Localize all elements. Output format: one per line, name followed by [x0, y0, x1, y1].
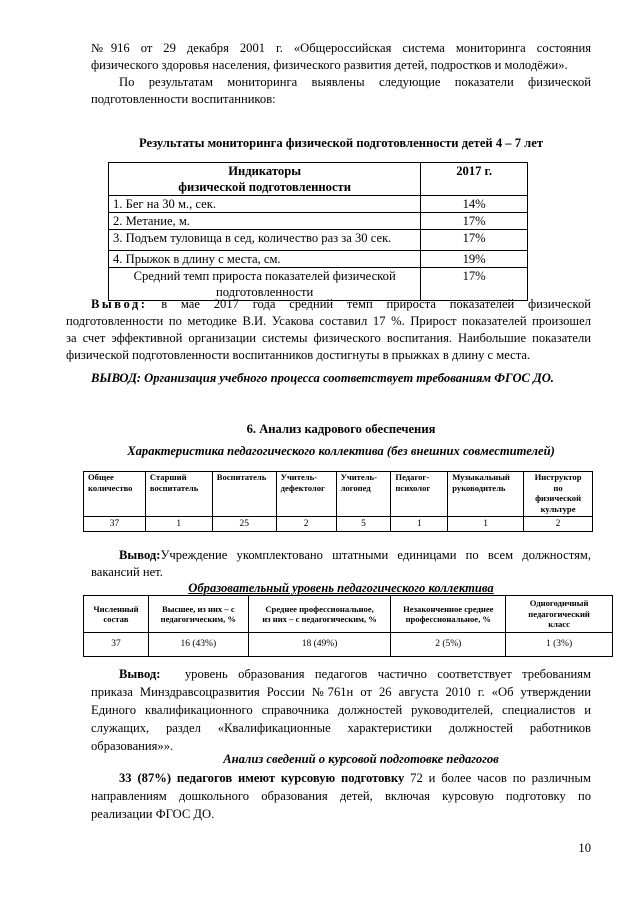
header-cell-line: педагогический — [528, 608, 590, 619]
header-cell-line: Музыкальный — [452, 472, 510, 482]
conclusion3-text: Учреждение укомплектовано штатными единицами по всем должностям, — [160, 548, 591, 562]
staff-composition-table — [83, 471, 593, 532]
conclusion3-line2: вакансий нет. — [91, 565, 163, 579]
value-cell: 37 — [84, 633, 149, 657]
value-cell: 25 — [212, 517, 276, 532]
value-cell: 2 (5%) — [391, 633, 506, 657]
header-cell-line: профессиональное, % — [405, 614, 491, 624]
header-cell-line: Численный — [93, 603, 139, 614]
intro-line-2: физического здоровья населения, физического развития детей, подростков и молодёжи». — [91, 58, 568, 72]
conclusion2: ВЫВОД: Организация учебного процесса соответствует требованиям ФГОС ДО. — [91, 371, 554, 385]
value-cell: 18 (49%) — [248, 633, 391, 657]
table-row — [109, 230, 528, 251]
table-row — [109, 251, 528, 268]
header-cell-line: Учитель- — [340, 472, 377, 482]
table-header-row — [84, 596, 613, 633]
header-indicators — [109, 163, 421, 196]
conclusion1-line3: за счет эффективной организации системы физического воспитания. Наибольшие показатели — [66, 331, 591, 345]
header-indicators-line1: Индикаторы — [228, 164, 302, 178]
value-cell: 1 — [448, 517, 524, 532]
header-cell-line: логопед — [340, 482, 371, 493]
conclusion4-text: уровень образования педагогов частично соответствует требованиям — [184, 667, 591, 681]
row-value: 14% — [421, 196, 528, 213]
header-year: 2017 г. — [421, 163, 528, 196]
header-cell-line: педагогическим, % — [160, 614, 237, 624]
courses-heading: Анализ сведений о курсовой подготовке педагогов — [223, 752, 499, 766]
value-cell: 1 — [145, 517, 212, 532]
header-cell-line: Воспитатель — [216, 472, 267, 482]
header-cell — [524, 472, 593, 517]
courses-line3: реализации ФГОС ДО. — [91, 807, 215, 821]
conclusion1-label: Вывод: — [91, 297, 148, 311]
courses-line2: направлениям дошкольного образования детей, включая курсовую подготовку по — [91, 789, 591, 803]
header-cell-line: физической — [535, 493, 582, 503]
row-label: 4. Прыжок в длину с места, см. — [109, 251, 421, 268]
row-label: 2. Метание, м. — [109, 213, 421, 230]
row-value: 17% — [421, 213, 528, 230]
header-cell-line: Незаконченное среднее — [403, 603, 494, 614]
row-value: 19% — [421, 251, 528, 268]
row-value: 17% — [421, 230, 528, 251]
conclusion4-line3: Единого квалификационного справочника должностей руководителей, специалистов и — [91, 703, 591, 717]
header-cell-line: Педагог- — [395, 472, 430, 482]
intro-line-4: подготовленности воспитанников: — [91, 92, 276, 106]
value-cell: 1 — [391, 517, 448, 532]
header-cell-line: Учитель- — [280, 472, 318, 482]
value-cell: 16 (43%) — [148, 633, 248, 657]
average-value: 17% — [421, 268, 528, 301]
courses-bold-text: 33 (87%) педагогов имеют курсовую подготовку — [119, 771, 405, 785]
header-cell-line: количество — [88, 482, 133, 493]
header-cell — [248, 596, 391, 633]
value-cell: 5 — [336, 517, 391, 532]
courses-text: 72 и более часов по различным — [404, 771, 591, 785]
row-label: 3. Подъем туловища в сед, количество раз за 30 сек. — [109, 230, 421, 251]
header-cell — [391, 472, 448, 517]
conclusion4-label: Вывод: — [119, 667, 161, 681]
table-header-row — [109, 163, 528, 196]
header-cell — [148, 596, 248, 633]
header-cell — [212, 472, 276, 517]
average-label-line2: подготовленности — [215, 285, 314, 299]
header-cell — [84, 596, 149, 633]
header-cell-line: воспитатель — [149, 482, 199, 493]
intro-line-1: №916 от 29 декабря 2001 г. «Общероссийская система мониторинга состояния — [91, 41, 591, 55]
header-cell-line: Высшее, из них – с — [162, 603, 235, 614]
row-label: 1. Бег на 30 м., сек. — [109, 196, 421, 213]
header-cell-line: культуре — [540, 503, 576, 514]
header-cell — [276, 472, 336, 517]
table-row — [84, 517, 593, 532]
value-cell: 1 (3%) — [506, 633, 613, 657]
header-cell-line: Общее — [88, 472, 114, 482]
table-row — [84, 633, 613, 657]
header-cell-line: Одногодичный — [529, 598, 589, 609]
conclusion4-line4: служащих, раздел «Квалификационные характеристики должностей работников — [91, 721, 591, 735]
header-cell-line: Среднее профессиональное, — [265, 603, 374, 614]
header-cell-line: состав — [103, 614, 129, 624]
header-cell — [448, 472, 524, 517]
fitness-results-table — [108, 162, 528, 301]
courses-line1 — [119, 770, 591, 787]
conclusion1-text: в мае 2017 года средний темп прироста показателей физической — [161, 297, 591, 311]
header-cell — [336, 472, 391, 517]
conclusion3-label: Вывод: — [119, 548, 161, 562]
conclusion4-line5: образования»». — [91, 739, 174, 753]
value-cell: 2 — [276, 517, 336, 532]
header-cell-line: по — [553, 482, 563, 493]
header-cell — [84, 472, 146, 517]
header-cell-line: Старший — [149, 472, 187, 482]
intro-line-3: По результатам мониторинга выявлены следующие показатели физической — [119, 75, 591, 89]
header-cell-line: дефектолог — [280, 482, 325, 493]
table-header-row — [84, 472, 593, 517]
table-row — [109, 196, 528, 213]
header-cell-line: из них – с педагогическим, % — [262, 614, 377, 624]
average-label-line1: Средний темп прироста показателей физической — [133, 269, 396, 283]
header-cell-line: Инструктор — [534, 472, 582, 482]
conclusion1-line2: подготовленности по методике В.И. Усакова составил 17 %. Прирост показателей произошел — [66, 314, 591, 328]
conclusion3-line1 — [119, 547, 591, 564]
page-number: 10 — [578, 841, 591, 855]
conclusion1-line1 — [91, 296, 591, 313]
header-indicators-line2: физической подготовленности — [178, 180, 351, 194]
section6-subheading: Характеристика педагогического коллектива (без внешних совместителей) — [127, 444, 555, 458]
table3-title: Образовательный уровень педагогического коллектива — [188, 581, 494, 595]
header-cell-line: руководитель — [452, 482, 506, 493]
education-level-table — [83, 595, 613, 657]
header-cell-line: психолог — [395, 482, 431, 493]
conclusion1-line4: физической подготовленности воспитанников достигнуты в прыжках в длину с места. — [66, 348, 531, 362]
value-cell: 37 — [84, 517, 146, 532]
header-cell — [391, 596, 506, 633]
header-cell-line: класс — [548, 619, 570, 630]
conclusion4-line1 — [119, 666, 591, 683]
value-cell: 2 — [524, 517, 593, 532]
header-cell — [145, 472, 212, 517]
header-cell — [506, 596, 613, 633]
table1-title: Результаты мониторинга физической подготовленности детей 4 – 7 лет — [138, 136, 544, 150]
conclusion4-line2: приказа Минздравсоцразвития России №761н от 26 августа 2010 г. «Об утверждении — [91, 685, 591, 699]
table-row — [109, 213, 528, 230]
section6-heading: 6. Анализ кадрового обеспечения — [246, 422, 436, 436]
